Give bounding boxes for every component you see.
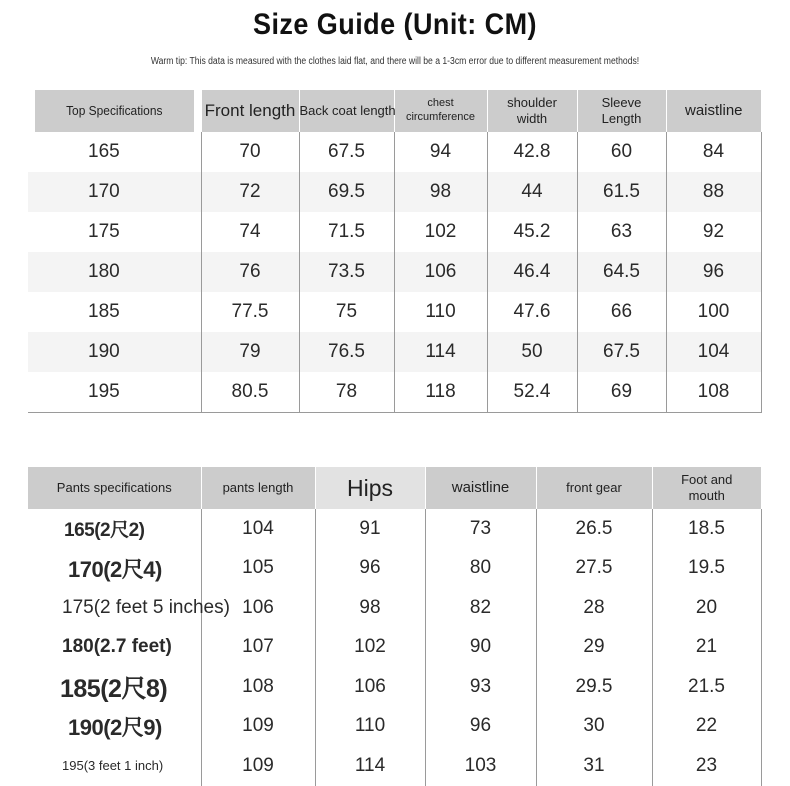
pants-hips: 102 bbox=[315, 628, 425, 668]
pants-foot-mouth: 20 bbox=[652, 588, 761, 628]
pants-header-pants-length: pants length bbox=[201, 467, 315, 509]
top-back-coat-length: 75 bbox=[299, 292, 394, 332]
pants-size-table bbox=[28, 467, 762, 786]
top-front-length: 77.5 bbox=[201, 292, 299, 332]
pants-length: 109 bbox=[201, 746, 315, 786]
top-size: 165 bbox=[88, 141, 120, 162]
top-back-coat-length: 67.5 bbox=[299, 132, 394, 172]
pants-header-waistline: waistline bbox=[425, 467, 536, 509]
top-shoulder: 42.8 bbox=[487, 132, 577, 172]
top-size: 170 bbox=[28, 172, 201, 212]
pants-foot-mouth: 21 bbox=[652, 628, 761, 668]
pants-size: 190(2尺9) bbox=[68, 714, 162, 740]
pants-front-gear: 29.5 bbox=[536, 667, 652, 707]
top-header-specifications: Top Specifications bbox=[35, 90, 194, 132]
top-waistline: 104 bbox=[666, 332, 761, 372]
top-front-length: 70 bbox=[201, 132, 299, 172]
pants-length: 107 bbox=[201, 628, 315, 668]
pants-length: 106 bbox=[201, 588, 315, 628]
pants-length: 105 bbox=[201, 549, 315, 589]
table-row bbox=[28, 667, 761, 707]
pants-foot-mouth: 23 bbox=[652, 746, 761, 786]
top-waistline: 100 bbox=[666, 292, 761, 332]
top-size: 185 bbox=[88, 301, 120, 322]
pants-length: 104 bbox=[201, 509, 315, 549]
pants-hips: 114 bbox=[315, 746, 425, 786]
pants-size: 195(3 feet 1 inch) bbox=[62, 758, 164, 774]
pants-hips: 96 bbox=[315, 549, 425, 589]
pants-hips: 106 bbox=[315, 667, 425, 707]
top-waistline: 84 bbox=[666, 132, 761, 172]
pants-table-header-row bbox=[28, 467, 761, 509]
top-header-shoulder-width: shoulder width bbox=[487, 90, 577, 132]
pants-waistline: 90 bbox=[425, 628, 536, 668]
top-waistline: 108 bbox=[666, 372, 761, 412]
top-front-length: 72 bbox=[201, 172, 299, 212]
top-waistline: 92 bbox=[666, 212, 761, 252]
pants-waistline: 93 bbox=[425, 667, 536, 707]
pants-foot-mouth: 22 bbox=[652, 707, 761, 747]
top-back-coat-length: 78 bbox=[299, 372, 394, 412]
table-row bbox=[28, 549, 761, 589]
pants-front-gear: 27.5 bbox=[536, 549, 652, 589]
top-shoulder: 52.4 bbox=[487, 372, 577, 412]
top-shoulder: 46.4 bbox=[487, 252, 577, 292]
top-header-waistline: waistline bbox=[666, 90, 761, 132]
top-size: 180 bbox=[28, 252, 201, 292]
pants-length: 109 bbox=[201, 707, 315, 747]
top-chest: 118 bbox=[394, 372, 487, 412]
pants-hips: 110 bbox=[315, 707, 425, 747]
top-chest: 94 bbox=[394, 132, 487, 172]
table-row bbox=[28, 172, 761, 212]
top-size: 195 bbox=[28, 372, 201, 412]
top-header-front-length: Front length bbox=[201, 90, 299, 132]
top-front-length: 74 bbox=[201, 212, 299, 252]
pants-header-foot-and-mouth: Foot and mouth bbox=[652, 467, 761, 509]
top-waistline: 88 bbox=[666, 172, 761, 212]
page-title: Size Guide (Unit: CM) bbox=[253, 8, 537, 41]
top-back-coat-length: 76.5 bbox=[299, 332, 394, 372]
top-chest: 114 bbox=[394, 332, 487, 372]
pants-waistline: 73 bbox=[425, 509, 536, 549]
table-row bbox=[28, 372, 761, 412]
top-front-length: 80.5 bbox=[201, 372, 299, 412]
top-front-length: 76 bbox=[201, 252, 299, 292]
top-back-coat-length: 69.5 bbox=[299, 172, 394, 212]
top-size: 175 bbox=[88, 221, 120, 242]
top-waistline: 96 bbox=[666, 252, 761, 292]
top-back-coat-length: 73.5 bbox=[299, 252, 394, 292]
pants-foot-mouth: 21.5 bbox=[652, 667, 761, 707]
pants-size: 165(2尺2) bbox=[64, 520, 145, 542]
pants-size: 175(2 feet 5 inches) bbox=[62, 596, 230, 618]
pants-waistline: 103 bbox=[425, 746, 536, 786]
top-shoulder: 50 bbox=[487, 332, 577, 372]
top-back-coat-length: 71.5 bbox=[299, 212, 394, 252]
pants-waistline: 96 bbox=[425, 707, 536, 747]
table-row bbox=[28, 588, 761, 628]
top-sleeve: 67.5 bbox=[577, 332, 666, 372]
table-row bbox=[28, 212, 761, 252]
table-row bbox=[28, 132, 761, 172]
top-sleeve: 69 bbox=[577, 372, 666, 412]
top-sleeve: 63 bbox=[577, 212, 666, 252]
warm-tip: Warm tip: This data is measured with the clothes laid flat, and there will be a 1-3cm error due to different measurement methods! bbox=[150, 56, 640, 67]
pants-size: 180(2.7 feet) bbox=[62, 636, 172, 658]
top-chest: 110 bbox=[394, 292, 487, 332]
top-sleeve: 66 bbox=[577, 292, 666, 332]
table-row bbox=[28, 292, 761, 332]
top-chest: 102 bbox=[394, 212, 487, 252]
top-header-chest-circumference: chest circumference bbox=[394, 90, 487, 132]
pants-front-gear: 29 bbox=[536, 628, 652, 668]
top-shoulder: 45.2 bbox=[487, 212, 577, 252]
pants-header-hips: Hips bbox=[315, 467, 425, 509]
table-row bbox=[28, 628, 761, 668]
pants-foot-mouth: 18.5 bbox=[652, 509, 761, 549]
pants-front-gear: 28 bbox=[536, 588, 652, 628]
top-header-sleeve-length: Sleeve Length bbox=[577, 90, 666, 132]
pants-hips: 91 bbox=[315, 509, 425, 549]
top-sleeve: 61.5 bbox=[577, 172, 666, 212]
table-row bbox=[28, 509, 761, 549]
top-front-length: 79 bbox=[201, 332, 299, 372]
top-size: 190 bbox=[28, 332, 201, 372]
pants-header-specifications: Pants specifications bbox=[28, 467, 201, 509]
top-size-table bbox=[28, 90, 762, 413]
top-shoulder: 44 bbox=[487, 172, 577, 212]
top-header-back-coat-length: Back coat length bbox=[299, 90, 394, 132]
table-row bbox=[28, 332, 761, 372]
top-table-header-row bbox=[28, 90, 761, 132]
pants-size: 170(2尺4) bbox=[68, 556, 162, 582]
top-sleeve: 60 bbox=[577, 132, 666, 172]
pants-header-front-gear: front gear bbox=[536, 467, 652, 509]
top-chest: 98 bbox=[394, 172, 487, 212]
pants-front-gear: 31 bbox=[536, 746, 652, 786]
pants-length: 108 bbox=[201, 667, 315, 707]
pants-front-gear: 26.5 bbox=[536, 509, 652, 549]
top-sleeve: 64.5 bbox=[577, 252, 666, 292]
top-shoulder: 47.6 bbox=[487, 292, 577, 332]
pants-foot-mouth: 19.5 bbox=[652, 549, 761, 589]
pants-hips: 98 bbox=[315, 588, 425, 628]
table-row bbox=[28, 746, 761, 786]
pants-waistline: 80 bbox=[425, 549, 536, 589]
table-row bbox=[28, 707, 761, 747]
top-chest: 106 bbox=[394, 252, 487, 292]
pants-waistline: 82 bbox=[425, 588, 536, 628]
pants-size: 185(2尺8) bbox=[60, 674, 168, 703]
pants-front-gear: 30 bbox=[536, 707, 652, 747]
table-row bbox=[28, 252, 761, 292]
